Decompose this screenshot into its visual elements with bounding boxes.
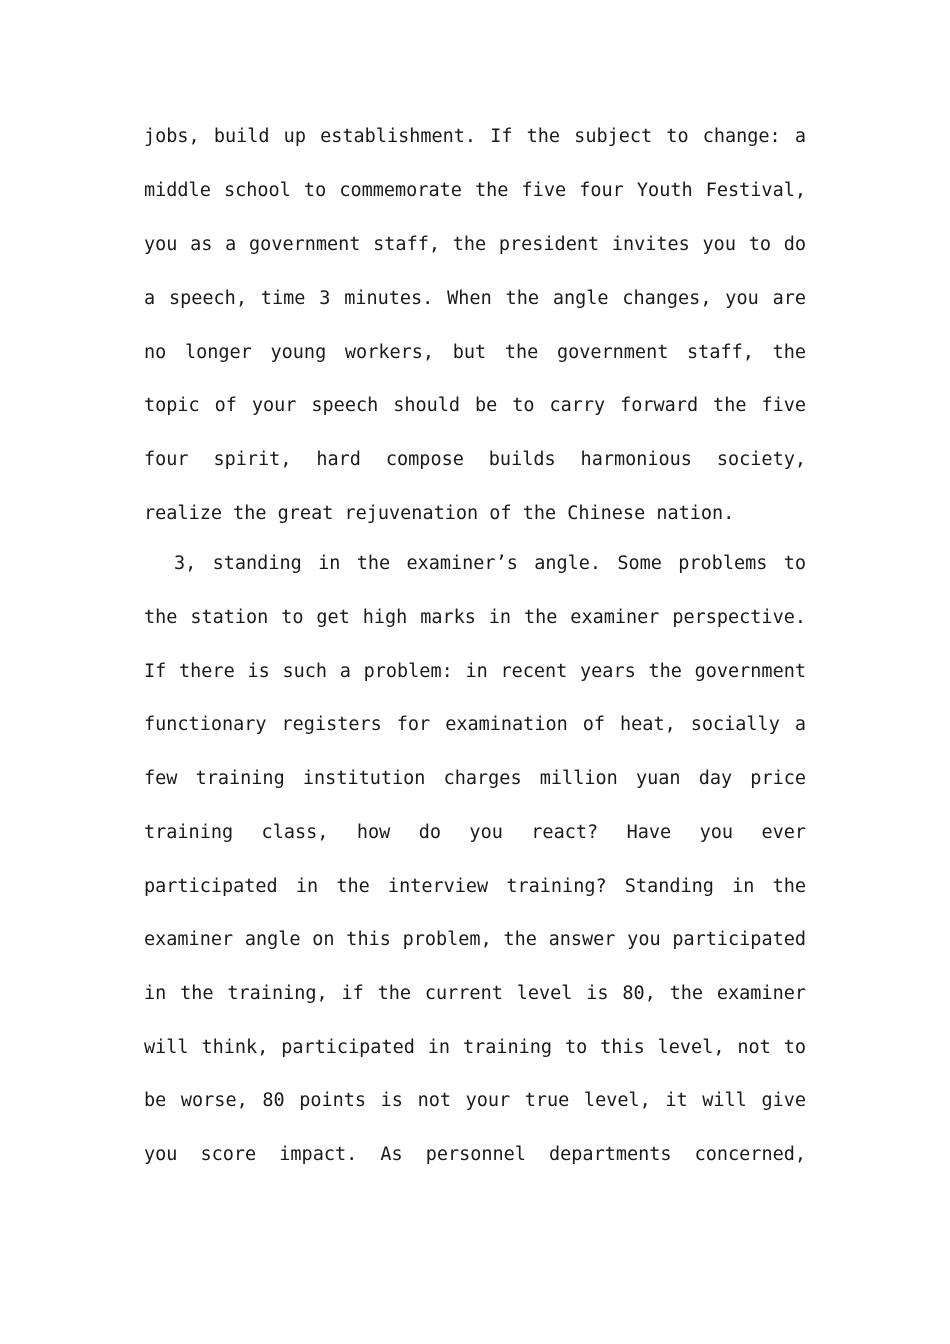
text-line: participated in the interview training? Standing in the xyxy=(144,876,806,897)
text-line: 3, standing in the examiner’s angle. Some problems to xyxy=(174,553,806,574)
text-line: functionary registers for examination of heat, socially a xyxy=(144,714,806,735)
text-line: topic of your speech should be to carry forward the five xyxy=(144,395,806,416)
text-line: four spirit, hard compose builds harmonious society, xyxy=(144,449,806,470)
text-line: middle school to commemorate the five four Youth Festival, xyxy=(144,180,806,201)
text-line: you score impact. As personnel departments concerned, xyxy=(144,1144,806,1165)
text-line: in the training, if the current level is 80, the examiner xyxy=(144,983,806,1004)
text-line: the station to get high marks in the examiner perspective. xyxy=(144,607,806,628)
text-line: realize the great rejuvenation of the Chinese nation. xyxy=(144,503,735,524)
text-line: no longer young workers, but the government staff, the xyxy=(144,342,806,363)
text-line: jobs, build up establishment. If the subject to change: a xyxy=(144,126,806,147)
text-line: be worse, 80 points is not your true level, it will give xyxy=(144,1090,806,1111)
text-line: training class, how do you react? Have you ever xyxy=(144,822,806,843)
text-line: a speech, time 3 minutes. When the angle changes, you are xyxy=(144,288,806,309)
text-line: If there is such a problem: in recent years the government xyxy=(144,661,806,682)
text-line: you as a government staff, the president invites you to do xyxy=(144,234,806,255)
text-line: few training institution charges million yuan day price xyxy=(144,768,806,789)
text-line: will think, participated in training to this level, not to xyxy=(144,1037,806,1058)
text-line: examiner angle on this problem, the answer you participated xyxy=(144,929,806,950)
